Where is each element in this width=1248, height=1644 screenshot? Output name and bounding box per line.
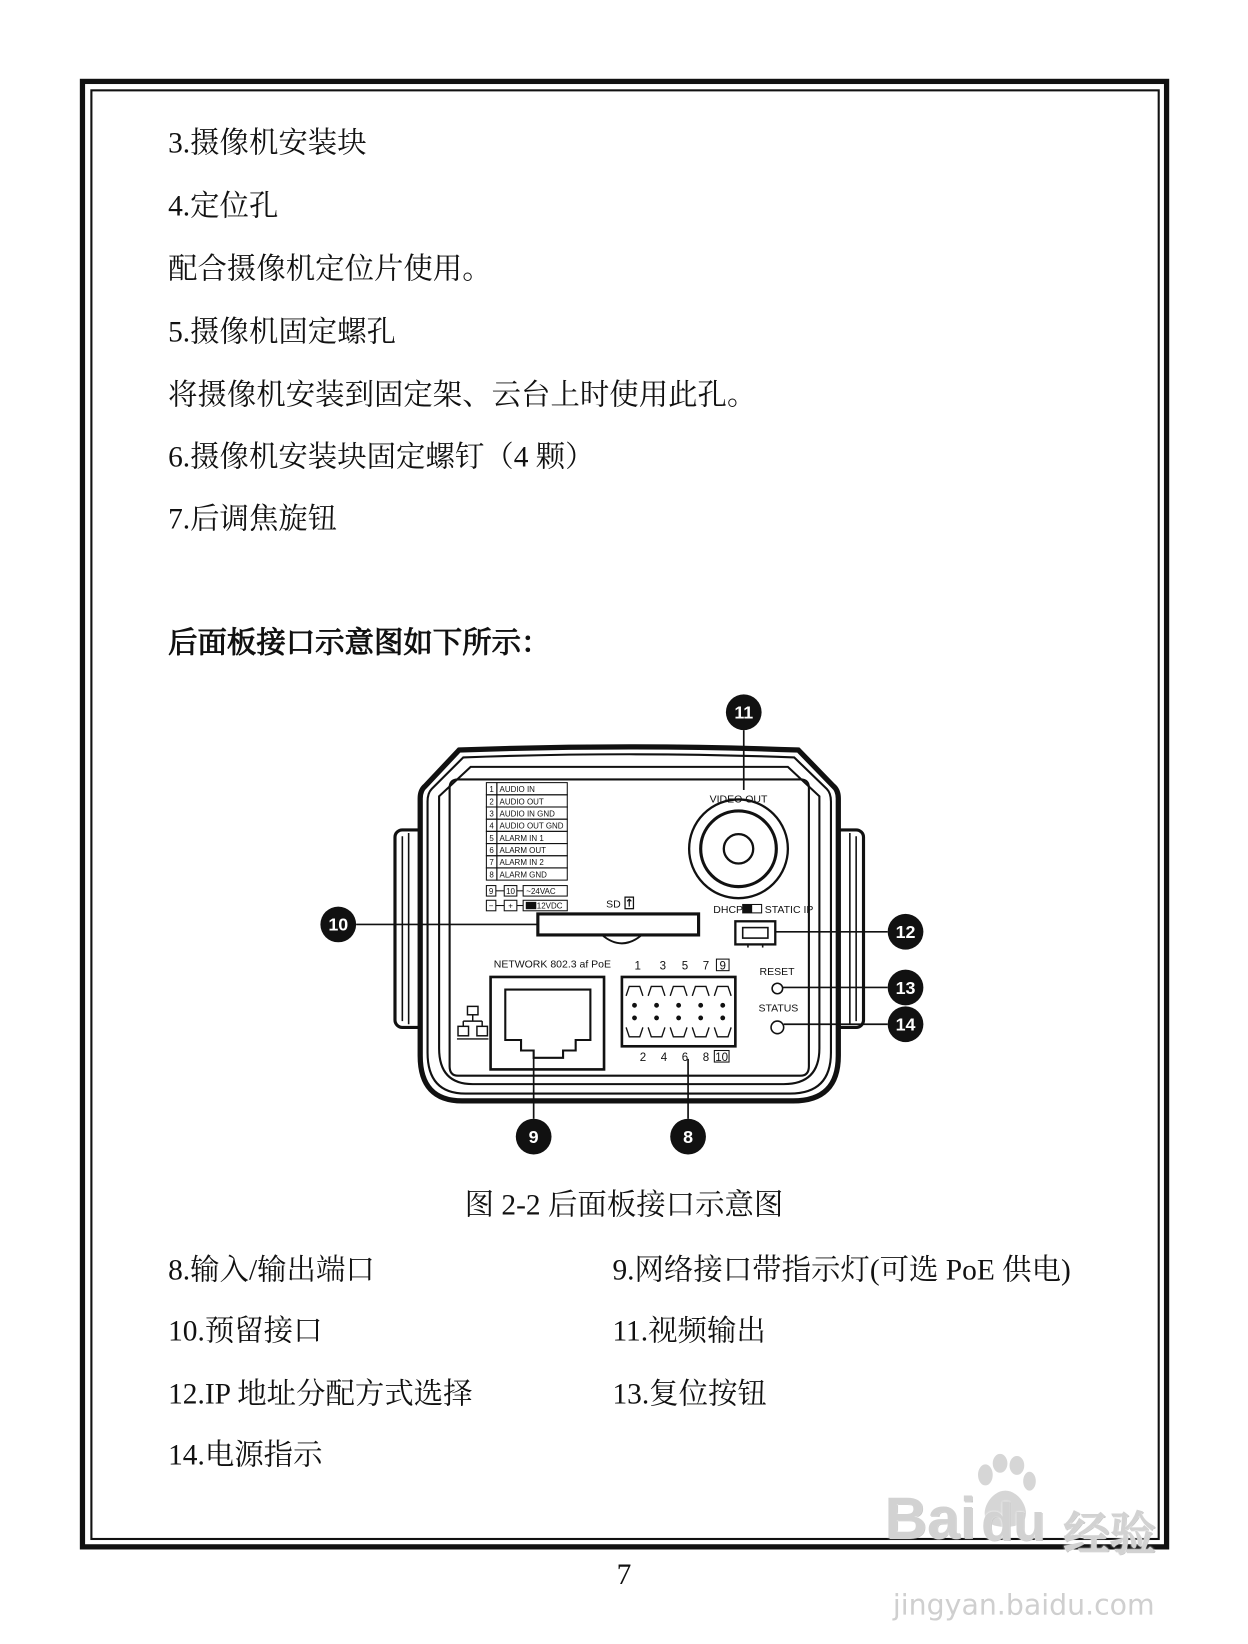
pin-function-label: ALARM GND (499, 870, 547, 880)
pin-9-number: 9 (488, 886, 494, 896)
pin-10-number: 10 (506, 886, 515, 896)
rear-panel-diagram (315, 688, 945, 1161)
terminal-screw (654, 1016, 659, 1021)
pin-function-label: ALARM OUT (499, 846, 547, 856)
dhcp-label: DHCP (713, 903, 744, 916)
watermark-url: jingyan.baidu.com (892, 1589, 1155, 1622)
legend-item-14: 14.电源指示 (168, 1439, 323, 1472)
dc-plus-label: + (508, 901, 513, 911)
terminal-top-number: 7 (702, 960, 710, 973)
dc-symbol-icon (526, 902, 535, 908)
ac-voltage-label: ~24VAC (526, 886, 556, 896)
item-4-title: 4.定位孔 (168, 190, 279, 223)
reset-label: RESET (759, 965, 795, 978)
callout-9 (516, 1119, 552, 1155)
network-label: NETWORK 802.3 af PoE (493, 958, 612, 971)
legend-item-13: 13.复位按钮 (612, 1378, 767, 1411)
pin-function-label: AUDIO IN (499, 785, 535, 795)
switch-position-icon (743, 904, 762, 912)
item-3-title: 3.摄像机安装块 (168, 127, 367, 160)
watermark-brand-c: 经验 (1063, 1508, 1156, 1560)
terminal-bottom-number: 6 (681, 1052, 689, 1065)
item-7-title: 7.后调焦旋钮 (168, 503, 338, 536)
terminal-top-number: 5 (681, 960, 689, 973)
pin-number: 5 (489, 833, 494, 843)
callout-14-number: 14 (895, 1014, 916, 1035)
pin-number: 6 (489, 846, 494, 856)
static-ip-label: STATIC IP (764, 903, 814, 916)
terminal-screw (698, 1016, 703, 1021)
figure-caption: 图 2-2 后面板接口示意图 (464, 1189, 784, 1222)
legend-item-9: 9.网络接口带指示灯(可选 PoE 供电) (612, 1254, 1071, 1287)
legend-item-8: 8.输入/输出端口 (168, 1254, 375, 1287)
callout-11-number: 11 (734, 702, 754, 723)
callout-14 (888, 1006, 924, 1042)
item-4-description: 配合摄像机定位片使用。 (168, 253, 492, 286)
terminal-bottom-number: 8 (702, 1052, 710, 1065)
terminal-top-number: 3 (659, 960, 667, 973)
callout-10 (320, 907, 356, 943)
pin-number: 8 (489, 870, 494, 880)
pin-function-label: AUDIO IN GND (499, 809, 555, 819)
terminal-bottom-number: 10 (715, 1052, 729, 1065)
terminal-bottom-number: 2 (639, 1052, 647, 1065)
terminal-top-number: 1 (634, 960, 641, 973)
terminal-screw (720, 1016, 725, 1021)
watermark-brand-a: Bai (884, 1484, 977, 1551)
callout-10-number: 10 (328, 914, 349, 935)
terminal-bottom-number: 4 (660, 1052, 668, 1065)
dc-minus-label: − (488, 901, 494, 911)
terminal-screw (676, 1016, 681, 1021)
pin-function-label: AUDIO OUT GND (499, 821, 564, 831)
callout-12 (888, 914, 924, 950)
pin-number: 7 (489, 858, 494, 868)
dc-voltage-label: 12VDC (536, 901, 563, 911)
terminal-screw (720, 1003, 725, 1008)
pin-row-4 (486, 819, 567, 831)
video-out-label: VIDEO OUT (709, 793, 768, 806)
page-number: 7 (616, 1558, 632, 1592)
callout-11 (726, 694, 762, 730)
callout-12-number: 12 (895, 922, 916, 943)
legend-item-12: 12.IP 地址分配方式选择 (168, 1378, 473, 1411)
legend-item-11: 11.视频输出 (612, 1315, 766, 1348)
pin-function-label: AUDIO OUT (499, 797, 544, 807)
pin-function-label: ALARM IN 2 (499, 858, 544, 868)
item-6-title: 6.摄像机安装块固定螺钉（4 颗） (168, 441, 595, 474)
terminal-screw (632, 1003, 637, 1008)
sd-label: SD (606, 898, 621, 911)
callout-8 (670, 1119, 706, 1155)
terminal-screw (676, 1003, 681, 1008)
pin-number: 2 (489, 797, 494, 807)
terminal-screw (654, 1003, 659, 1008)
terminal-top-number: 9 (719, 960, 726, 973)
section-heading: 后面板接口示意图如下所示： (168, 627, 551, 660)
terminal-screw (632, 1016, 637, 1021)
terminal-screw (698, 1003, 703, 1008)
pin-number: 4 (489, 821, 494, 831)
callout-9-number: 9 (528, 1126, 539, 1147)
pin-number: 1 (489, 785, 494, 795)
status-label: STATUS (758, 1002, 799, 1015)
legend-item-10: 10.预留接口 (168, 1315, 323, 1348)
item-5-title: 5.摄像机固定螺孔 (168, 316, 397, 349)
item-5-description: 将摄像机安装到固定架、云台上时使用此孔。 (168, 379, 757, 412)
pin-function-label: ALARM IN 1 (499, 833, 544, 843)
callout-8-number: 8 (683, 1126, 694, 1147)
watermark-brand-b: du (981, 1492, 1046, 1552)
callout-13 (888, 970, 924, 1006)
callout-13-number: 13 (895, 977, 916, 998)
pin-number: 3 (489, 809, 494, 819)
